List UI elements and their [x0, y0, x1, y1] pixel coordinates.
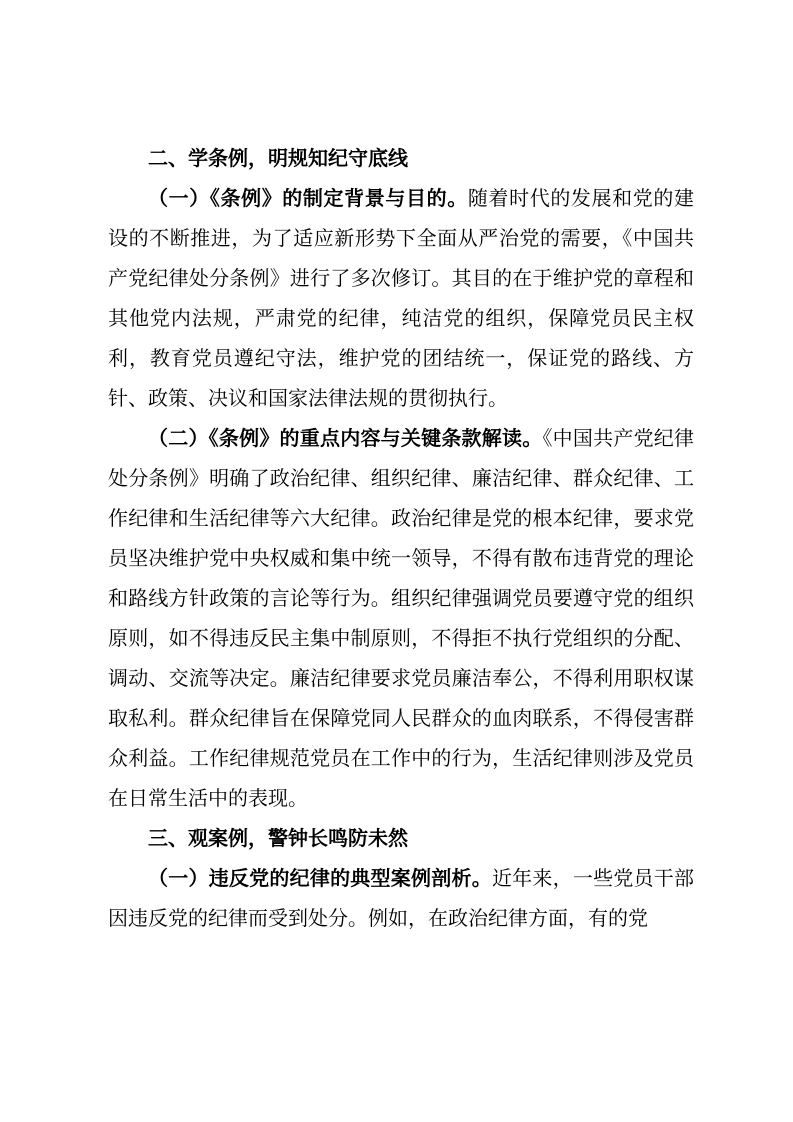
subsection-title: （一）《条例》的制定背景与目的。 [148, 186, 468, 210]
paragraph-text: 《中国共产党纪律处分条例》明确了政治纪律、组织纪律、廉洁纪律、群众纪律、工作纪律和生活纪律等六大纪律。政治纪律是党的根本纪律，要求党员坚决维护党中央权威和集中统一领导，不得有散布违背党的理论和路线方针政策的言论等行为。组织纪律强调党员要遵守党的组织原则，如不得违反民主集中制原则，不得拒不执行党组织的分配、调动、交流等决定。廉洁纪律要求党员廉洁奉公，不得利用职权谋取私利。群众纪律旨在保障党同人民群众的血肉联系，不得侵害群众利益。工作纪律规范党员在工作中的行为，生活纪律则涉及党员在日常生活中的表现。 [108, 426, 695, 810]
document-body [108, 138, 694, 938]
paragraph-text: 近年来，一些党员干部因违反党的纪律而受到处分。例如，在政治纪律方面，有的党 [108, 866, 695, 930]
paragraph-text: 随着时代的发展和党的建设的不断推进，为了适应新形势下全面从严治党的需要，《中国共产党纪律处分条例》进行了多次修订。其目的在于维护党的章程和其他党内法规，严肃党的纪律，纯洁党的组织，保障党员民主权利，教育党员遵纪守法，维护党的团结统一，保证党的路线、方针、政策、决议和国家法律法规的贯彻执行。 [108, 186, 695, 410]
section-heading: 三、观案例，警钟长鸣防未然 [148, 826, 408, 850]
section-heading: 二、学条例，明规知纪守底线 [148, 146, 408, 170]
subsection-title: （一）违反党的纪律的典型案例剖析。 [148, 866, 492, 890]
paragraph [108, 418, 694, 818]
subsection-title: （二）《条例》的重点内容与关键条款解读。 [148, 426, 543, 450]
paragraph [108, 178, 694, 418]
paragraph [108, 858, 694, 938]
